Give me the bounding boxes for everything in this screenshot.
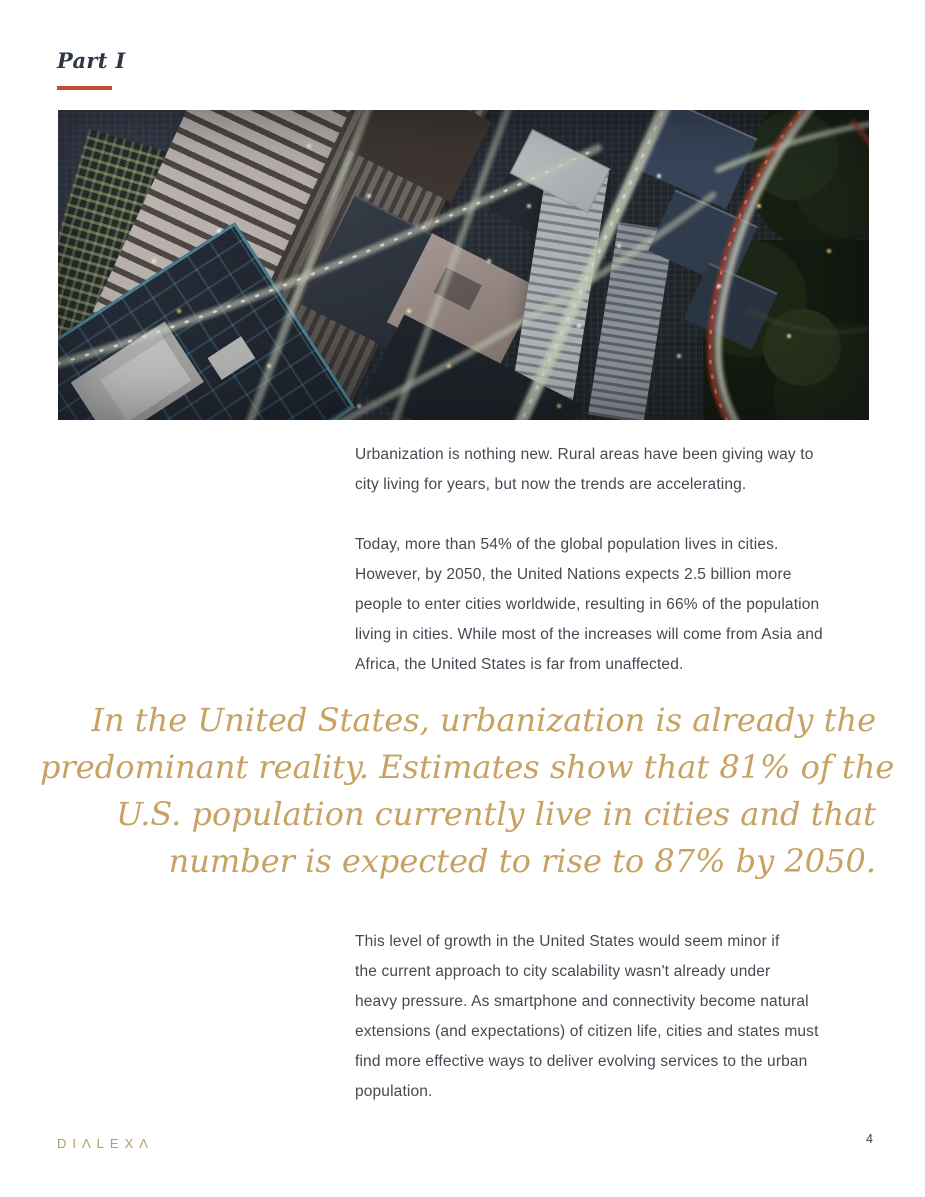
part-label: Part I: [57, 48, 126, 73]
paragraph-line: people to enter cities worldwide, resulting in 66% of the population: [355, 596, 820, 613]
hero-image: [58, 110, 869, 420]
dialexa-logo: DIΛLEXΛ: [57, 1136, 154, 1151]
photo-vignette: [58, 110, 869, 420]
paragraph-line: living in cities. While most of the increases will come from Asia and: [355, 626, 823, 643]
accent-rule: [57, 86, 112, 90]
paragraph-line: heavy pressure. As smartphone and connectivity become natural: [355, 993, 809, 1010]
page-number: 4: [866, 1132, 873, 1146]
quote-line: U.S. population currently live in cities and that: [116, 795, 876, 833]
paragraph-line: Urbanization is nothing new. Rural areas have been giving way to: [355, 446, 814, 463]
pull-quote: [40, 697, 895, 885]
quote-line: predominant reality. Estimates show that 81% of the: [40, 748, 895, 786]
quote-line: number is expected to rise to 87% by 2050.: [168, 842, 876, 880]
paragraph-intro: [355, 440, 885, 500]
paragraph-line: population.: [355, 1083, 433, 1100]
paragraph-line: city living for years, but now the trends are accelerating.: [355, 476, 747, 493]
paragraph-line: This level of growth in the United States would seem minor if: [355, 933, 780, 950]
paragraph-line: Today, more than 54% of the global population lives in cities.: [355, 536, 779, 553]
paragraph-line: find more effective ways to deliver evolving services to the urban: [355, 1053, 808, 1070]
paragraph-line: extensions (and expectations) of citizen life, cities and states must: [355, 1023, 819, 1040]
paragraph-line: However, by 2050, the United Nations expects 2.5 billion more: [355, 566, 792, 583]
paragraph-global-stats: [355, 530, 885, 680]
quote-line: In the United States, urbanization is already the: [91, 701, 876, 739]
paragraph-line: the current approach to city scalability wasn't already under: [355, 963, 771, 980]
paragraph-us-growth: [355, 927, 885, 1107]
paragraph-line: Africa, the United States is far from unaffected.: [355, 656, 684, 673]
